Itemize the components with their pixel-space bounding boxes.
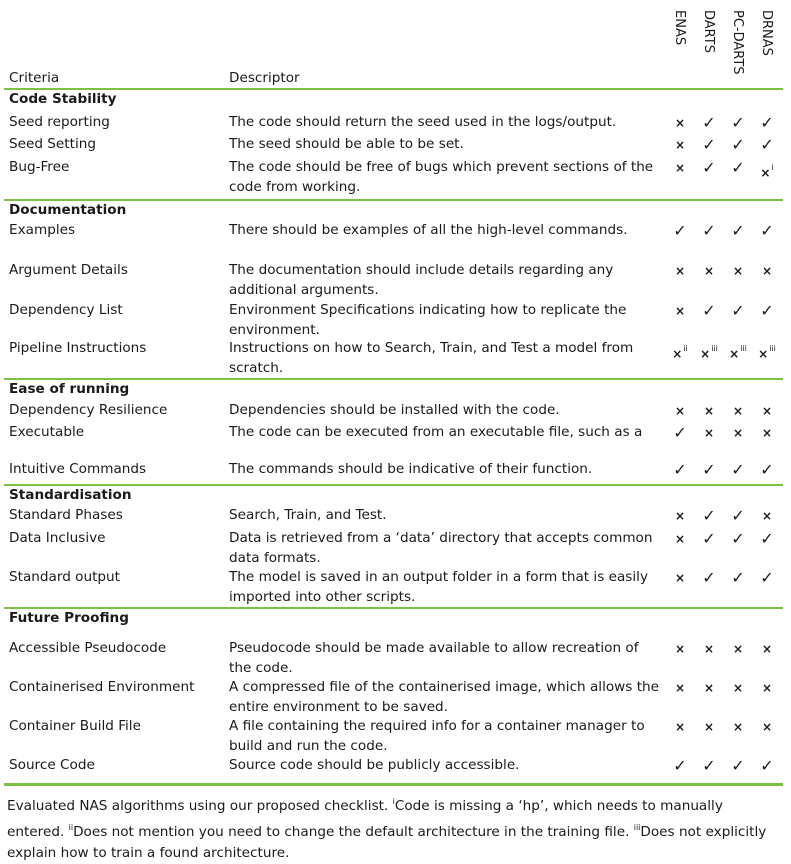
descriptor-cell: There should be examples of all the high-level commands.: [229, 222, 628, 238]
cross-glyph: ×: [674, 720, 686, 734]
check-icon: [754, 135, 780, 155]
cross-icon: [696, 639, 722, 659]
check-icon: [725, 301, 751, 321]
cross-glyph: ×: [729, 347, 740, 361]
footnote-text: Does not mention you need to change the default architecture in the training file.: [73, 824, 634, 840]
check-glyph: ✓: [760, 221, 774, 240]
algorithm-header-enas: ENAS: [672, 10, 687, 46]
cross-icon: [725, 717, 751, 737]
check-glyph: ✓: [702, 756, 716, 775]
cross-icon: [754, 717, 780, 737]
descriptor-cell: Dependencies should be installed with the code.: [229, 402, 560, 418]
cross-glyph: ×: [703, 404, 715, 418]
descriptor-cell: Instructions on how to Search, Train, and Test a model from scratch.: [229, 340, 634, 376]
check-icon: [696, 301, 722, 321]
caption-main: Evaluated NAS algorithms using our proposed checklist.: [7, 798, 393, 814]
check-icon: [754, 221, 780, 241]
cross-glyph: ×: [732, 426, 744, 440]
check-icon: [667, 460, 693, 480]
footnote-mark: ii: [683, 344, 688, 353]
cross-icon: [667, 339, 693, 364]
check-glyph: ✓: [673, 460, 687, 479]
cross-icon: [754, 639, 780, 659]
criteria-cell: Containerised Environment: [9, 679, 195, 695]
check-icon: [725, 568, 751, 588]
cross-icon: [696, 261, 722, 281]
section-title: Documentation: [9, 202, 127, 218]
check-glyph: ✓: [702, 158, 716, 177]
cross-icon: [667, 678, 693, 698]
cross-glyph: ×: [732, 681, 744, 695]
check-glyph: ✓: [731, 221, 745, 240]
criteria-cell: Examples: [9, 222, 76, 238]
check-icon: [754, 301, 780, 321]
cross-glyph: ×: [674, 571, 686, 585]
criteria-cell: Source Code: [9, 757, 95, 773]
descriptor-cell: Environment Specifications indicating how to replicate the environment.: [229, 302, 627, 338]
cross-icon: [696, 401, 722, 421]
check-glyph: ✓: [731, 529, 745, 548]
cross-glyph: ×: [761, 642, 773, 656]
cross-icon: [667, 506, 693, 526]
cross-glyph: ×: [703, 426, 715, 440]
descriptor-cell: The code should be free of bugs which prevent sections of the code from working.: [229, 159, 654, 195]
cross-glyph: ×: [703, 642, 715, 656]
cross-glyph: ×: [674, 304, 686, 318]
criteria-cell: Bug-Free: [9, 159, 70, 175]
check-icon: [725, 158, 751, 178]
algorithm-header-drnas: DRNAS: [759, 10, 774, 56]
section-title: Ease of running: [9, 381, 130, 397]
check-glyph: ✓: [760, 113, 774, 132]
section-title: Code Stability: [9, 91, 117, 107]
section-title: Future Proofing: [9, 610, 129, 626]
check-icon: [667, 756, 693, 776]
check-glyph: ✓: [760, 301, 774, 320]
footnote-mark: iii: [633, 823, 641, 832]
check-icon: [725, 135, 751, 155]
footnote-mark: i: [392, 797, 395, 806]
cross-glyph: ×: [732, 404, 744, 418]
cross-icon: [696, 717, 722, 737]
cross-glyph: ×: [703, 720, 715, 734]
cross-icon: [725, 639, 751, 659]
cross-icon: [725, 261, 751, 281]
criteria-cell: Pipeline Instructions: [9, 340, 147, 356]
check-glyph: ✓: [731, 158, 745, 177]
cross-icon: [667, 261, 693, 281]
check-glyph: ✓: [760, 135, 774, 154]
cross-icon: [725, 678, 751, 698]
check-icon: [754, 460, 780, 480]
cross-icon: [754, 506, 780, 526]
check-glyph: ✓: [702, 568, 716, 587]
check-icon: [696, 460, 722, 480]
cross-glyph: ×: [732, 642, 744, 656]
cross-icon: [667, 158, 693, 178]
criteria-cell: Accessible Pseudocode: [9, 640, 167, 656]
cross-icon: [667, 568, 693, 588]
check-glyph: ✓: [702, 221, 716, 240]
cross-glyph: ×: [674, 161, 686, 175]
check-glyph: ✓: [731, 301, 745, 320]
footnote-mark: iii: [711, 344, 718, 353]
descriptor-cell: The code can be executed from an executable file, such as a: [229, 424, 643, 440]
criteria-cell: Intuitive Commands: [9, 461, 147, 477]
check-glyph: ✓: [760, 460, 774, 479]
descriptor-cell: Data is retrieved from a ‘data’ directory that accepts common data formats.: [229, 530, 653, 566]
check-glyph: ✓: [702, 460, 716, 479]
cross-icon: [667, 639, 693, 659]
cross-glyph: ×: [761, 426, 773, 440]
check-icon: [696, 529, 722, 549]
cross-glyph: ×: [758, 347, 769, 361]
cross-icon: [754, 261, 780, 281]
descriptor-cell: A compressed file of the containerised image, which allows the entire environment to be saved.: [229, 679, 660, 715]
cross-glyph: ×: [674, 404, 686, 418]
check-glyph: ✓: [702, 506, 716, 525]
bottom-rule: [4, 783, 783, 786]
check-icon: [725, 506, 751, 526]
check-icon: [754, 529, 780, 549]
cross-glyph: ×: [674, 138, 686, 152]
cross-glyph: ×: [674, 532, 686, 546]
table-caption: [7, 791, 783, 864]
criteria-cell: Standard Phases: [9, 507, 123, 523]
check-icon: [754, 756, 780, 776]
check-icon: [725, 529, 751, 549]
section-title: Standardisation: [9, 487, 132, 503]
check-glyph: ✓: [673, 423, 687, 442]
descriptor-cell: The code should return the seed used in the logs/output.: [229, 114, 617, 130]
header-rule: [4, 88, 783, 90]
descriptor-cell: Pseudocode should be made available to allow recreation of the code.: [229, 640, 639, 676]
cross-glyph: ×: [761, 681, 773, 695]
cross-glyph: ×: [761, 264, 773, 278]
criteria-cell: Container Build File: [9, 718, 141, 734]
descriptor-cell: Search, Train, and Test.: [229, 507, 387, 523]
check-glyph: ✓: [731, 506, 745, 525]
check-icon: [725, 113, 751, 133]
descriptor-cell: Source code should be publicly accessible.: [229, 757, 520, 773]
cross-icon: [696, 339, 722, 364]
check-glyph: ✓: [702, 135, 716, 154]
criteria-cell: Data Inclusive: [9, 530, 106, 546]
descriptor-cell: The model is saved in an output folder in a form that is easily imported into other scripts.: [229, 569, 648, 605]
algorithm-header-darts: DARTS: [701, 10, 716, 53]
check-icon: [696, 135, 722, 155]
check-glyph: ✓: [673, 221, 687, 240]
cross-glyph: ×: [674, 642, 686, 656]
cross-icon: [754, 401, 780, 421]
footnote-mark: ii: [68, 823, 74, 832]
cross-icon: [667, 301, 693, 321]
check-icon: [725, 221, 751, 241]
descriptor-column-header: Descriptor: [229, 70, 300, 86]
cross-glyph: ×: [761, 509, 773, 523]
cross-glyph: ×: [672, 347, 683, 361]
cross-icon: [754, 423, 780, 443]
cross-glyph: ×: [703, 681, 715, 695]
cross-glyph: ×: [761, 404, 773, 418]
cross-glyph: ×: [761, 720, 773, 734]
cross-icon: [667, 401, 693, 421]
criteria-cell: Dependency List: [9, 302, 123, 318]
cross-glyph: ×: [760, 166, 771, 180]
check-glyph: ✓: [731, 756, 745, 775]
check-icon: [696, 568, 722, 588]
cross-icon: [667, 529, 693, 549]
criteria-cell: Seed reporting: [9, 114, 110, 130]
check-icon: [667, 221, 693, 241]
cross-glyph: ×: [703, 264, 715, 278]
cross-glyph: ×: [674, 116, 686, 130]
cross-glyph: ×: [674, 681, 686, 695]
footnote-mark: iii: [740, 344, 747, 353]
descriptor-cell: The seed should be able to be set.: [229, 136, 464, 152]
cross-icon: [696, 678, 722, 698]
cross-icon: [667, 135, 693, 155]
cross-glyph: ×: [674, 509, 686, 523]
check-icon: [696, 221, 722, 241]
footnote-text: Code is missing a ‘hp’, which needs to manually entered.: [7, 798, 723, 840]
cross-icon: [754, 339, 780, 364]
cross-icon: [725, 401, 751, 421]
cross-glyph: ×: [732, 720, 744, 734]
check-icon: [696, 506, 722, 526]
cross-glyph: ×: [674, 264, 686, 278]
check-glyph: ✓: [702, 529, 716, 548]
criteria-cell: Argument Details: [9, 262, 128, 278]
check-icon: [667, 423, 693, 443]
check-glyph: ✓: [673, 756, 687, 775]
check-icon: [754, 568, 780, 588]
footnote-text: Does not explicitly explain how to train a found architecture.: [7, 824, 767, 861]
criteria-column-header: Criteria: [9, 70, 60, 86]
check-icon: [696, 113, 722, 133]
cross-icon: [667, 717, 693, 737]
cross-glyph: ×: [700, 347, 711, 361]
criteria-cell: Executable: [9, 424, 85, 440]
check-glyph: ✓: [702, 301, 716, 320]
check-icon: [754, 113, 780, 133]
check-icon: [725, 756, 751, 776]
cross-glyph: ×: [732, 264, 744, 278]
check-icon: [696, 756, 722, 776]
cross-icon: [667, 113, 693, 133]
cross-icon: [754, 158, 780, 183]
descriptor-cell: The commands should be indicative of their function.: [229, 461, 593, 477]
cross-icon: [696, 423, 722, 443]
check-glyph: ✓: [731, 460, 745, 479]
footnote-mark: i: [771, 163, 774, 172]
check-icon: [696, 158, 722, 178]
criteria-cell: Standard output: [9, 569, 121, 585]
check-glyph: ✓: [760, 756, 774, 775]
check-glyph: ✓: [702, 113, 716, 132]
descriptor-cell: A file containing the required info for a container manager to build and run the code.: [229, 718, 645, 754]
check-glyph: ✓: [760, 568, 774, 587]
check-glyph: ✓: [731, 568, 745, 587]
criteria-cell: Seed Setting: [9, 136, 96, 152]
cross-icon: [725, 339, 751, 364]
check-glyph: ✓: [760, 529, 774, 548]
criteria-cell: Dependency Resilience: [9, 402, 168, 418]
check-glyph: ✓: [731, 113, 745, 132]
cross-icon: [754, 678, 780, 698]
check-glyph: ✓: [731, 135, 745, 154]
descriptor-cell: The documentation should include details regarding any additional arguments.: [229, 262, 614, 298]
check-icon: [725, 460, 751, 480]
algorithm-header-pc-darts: PC-DARTS: [730, 10, 745, 75]
footnote-mark: iii: [769, 344, 776, 353]
cross-icon: [725, 423, 751, 443]
